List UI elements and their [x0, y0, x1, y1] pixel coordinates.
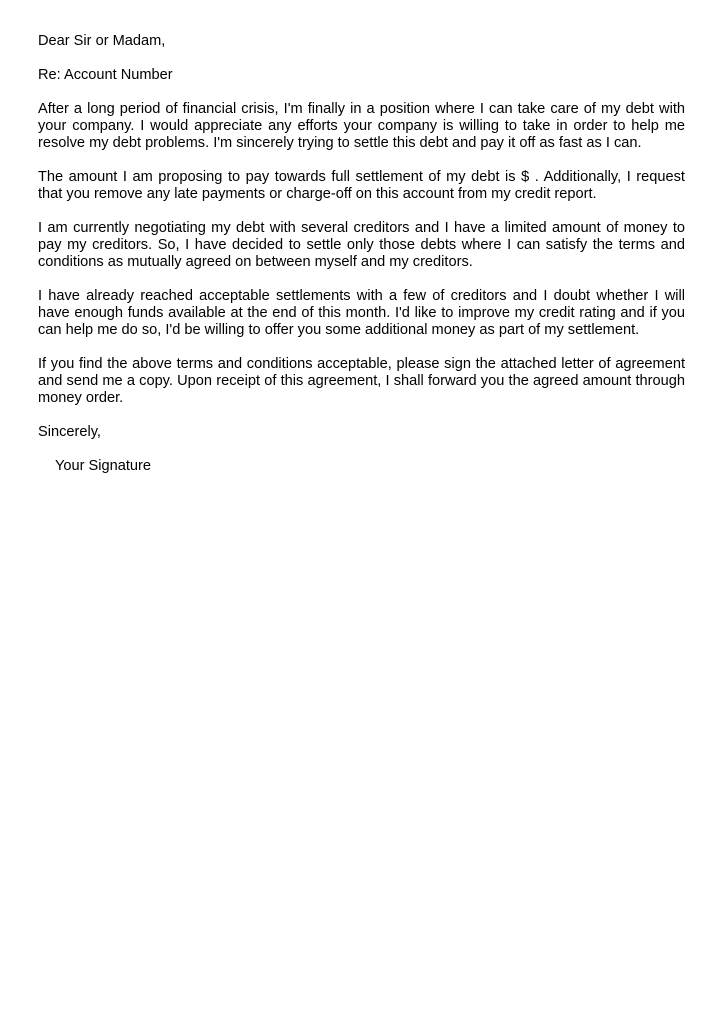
paragraph-4: I have already reached acceptable settlements with a few of creditors and I doubt whether I will have enough funds available at the end of this month. I'd like to improve my credit rating and if you can help me do so, I'd be willing to offer you some additional money as part of my settlement. — [38, 288, 685, 338]
salutation: Dear Sir or Madam, — [38, 33, 166, 49]
paragraph-1: After a long period of financial crisis, I'm finally in a position where I can take care of my debt with your company. I would appreciate any efforts your company is willing to take in order to help me resolve my debt problems. I'm sincerely trying to settle this debt and pay it off as fast as I can. — [38, 101, 685, 151]
letter-page — [38, 33, 685, 475]
signature-placeholder: Your Signature — [55, 458, 152, 474]
paragraph-5: If you find the above terms and conditions acceptable, please sign the attached letter of agreement and send me a copy. Upon receipt of this agreement, I shall forward you the agreed amount through money order. — [38, 356, 685, 406]
paragraph-2: The amount I am proposing to pay towards full settlement of my debt is $ . Additionally, I request that you remove any late payments or charge-off on this account from my credit report. — [38, 169, 685, 202]
reference-line: Re: Account Number — [38, 67, 173, 83]
paragraph-3: I am currently negotiating my debt with several creditors and I have a limited amount of money to pay my creditors. So, I have decided to settle only those debts where I can satisfy the terms and conditions as mutually agreed on between myself and my creditors. — [38, 220, 685, 270]
closing: Sincerely, — [38, 424, 101, 440]
